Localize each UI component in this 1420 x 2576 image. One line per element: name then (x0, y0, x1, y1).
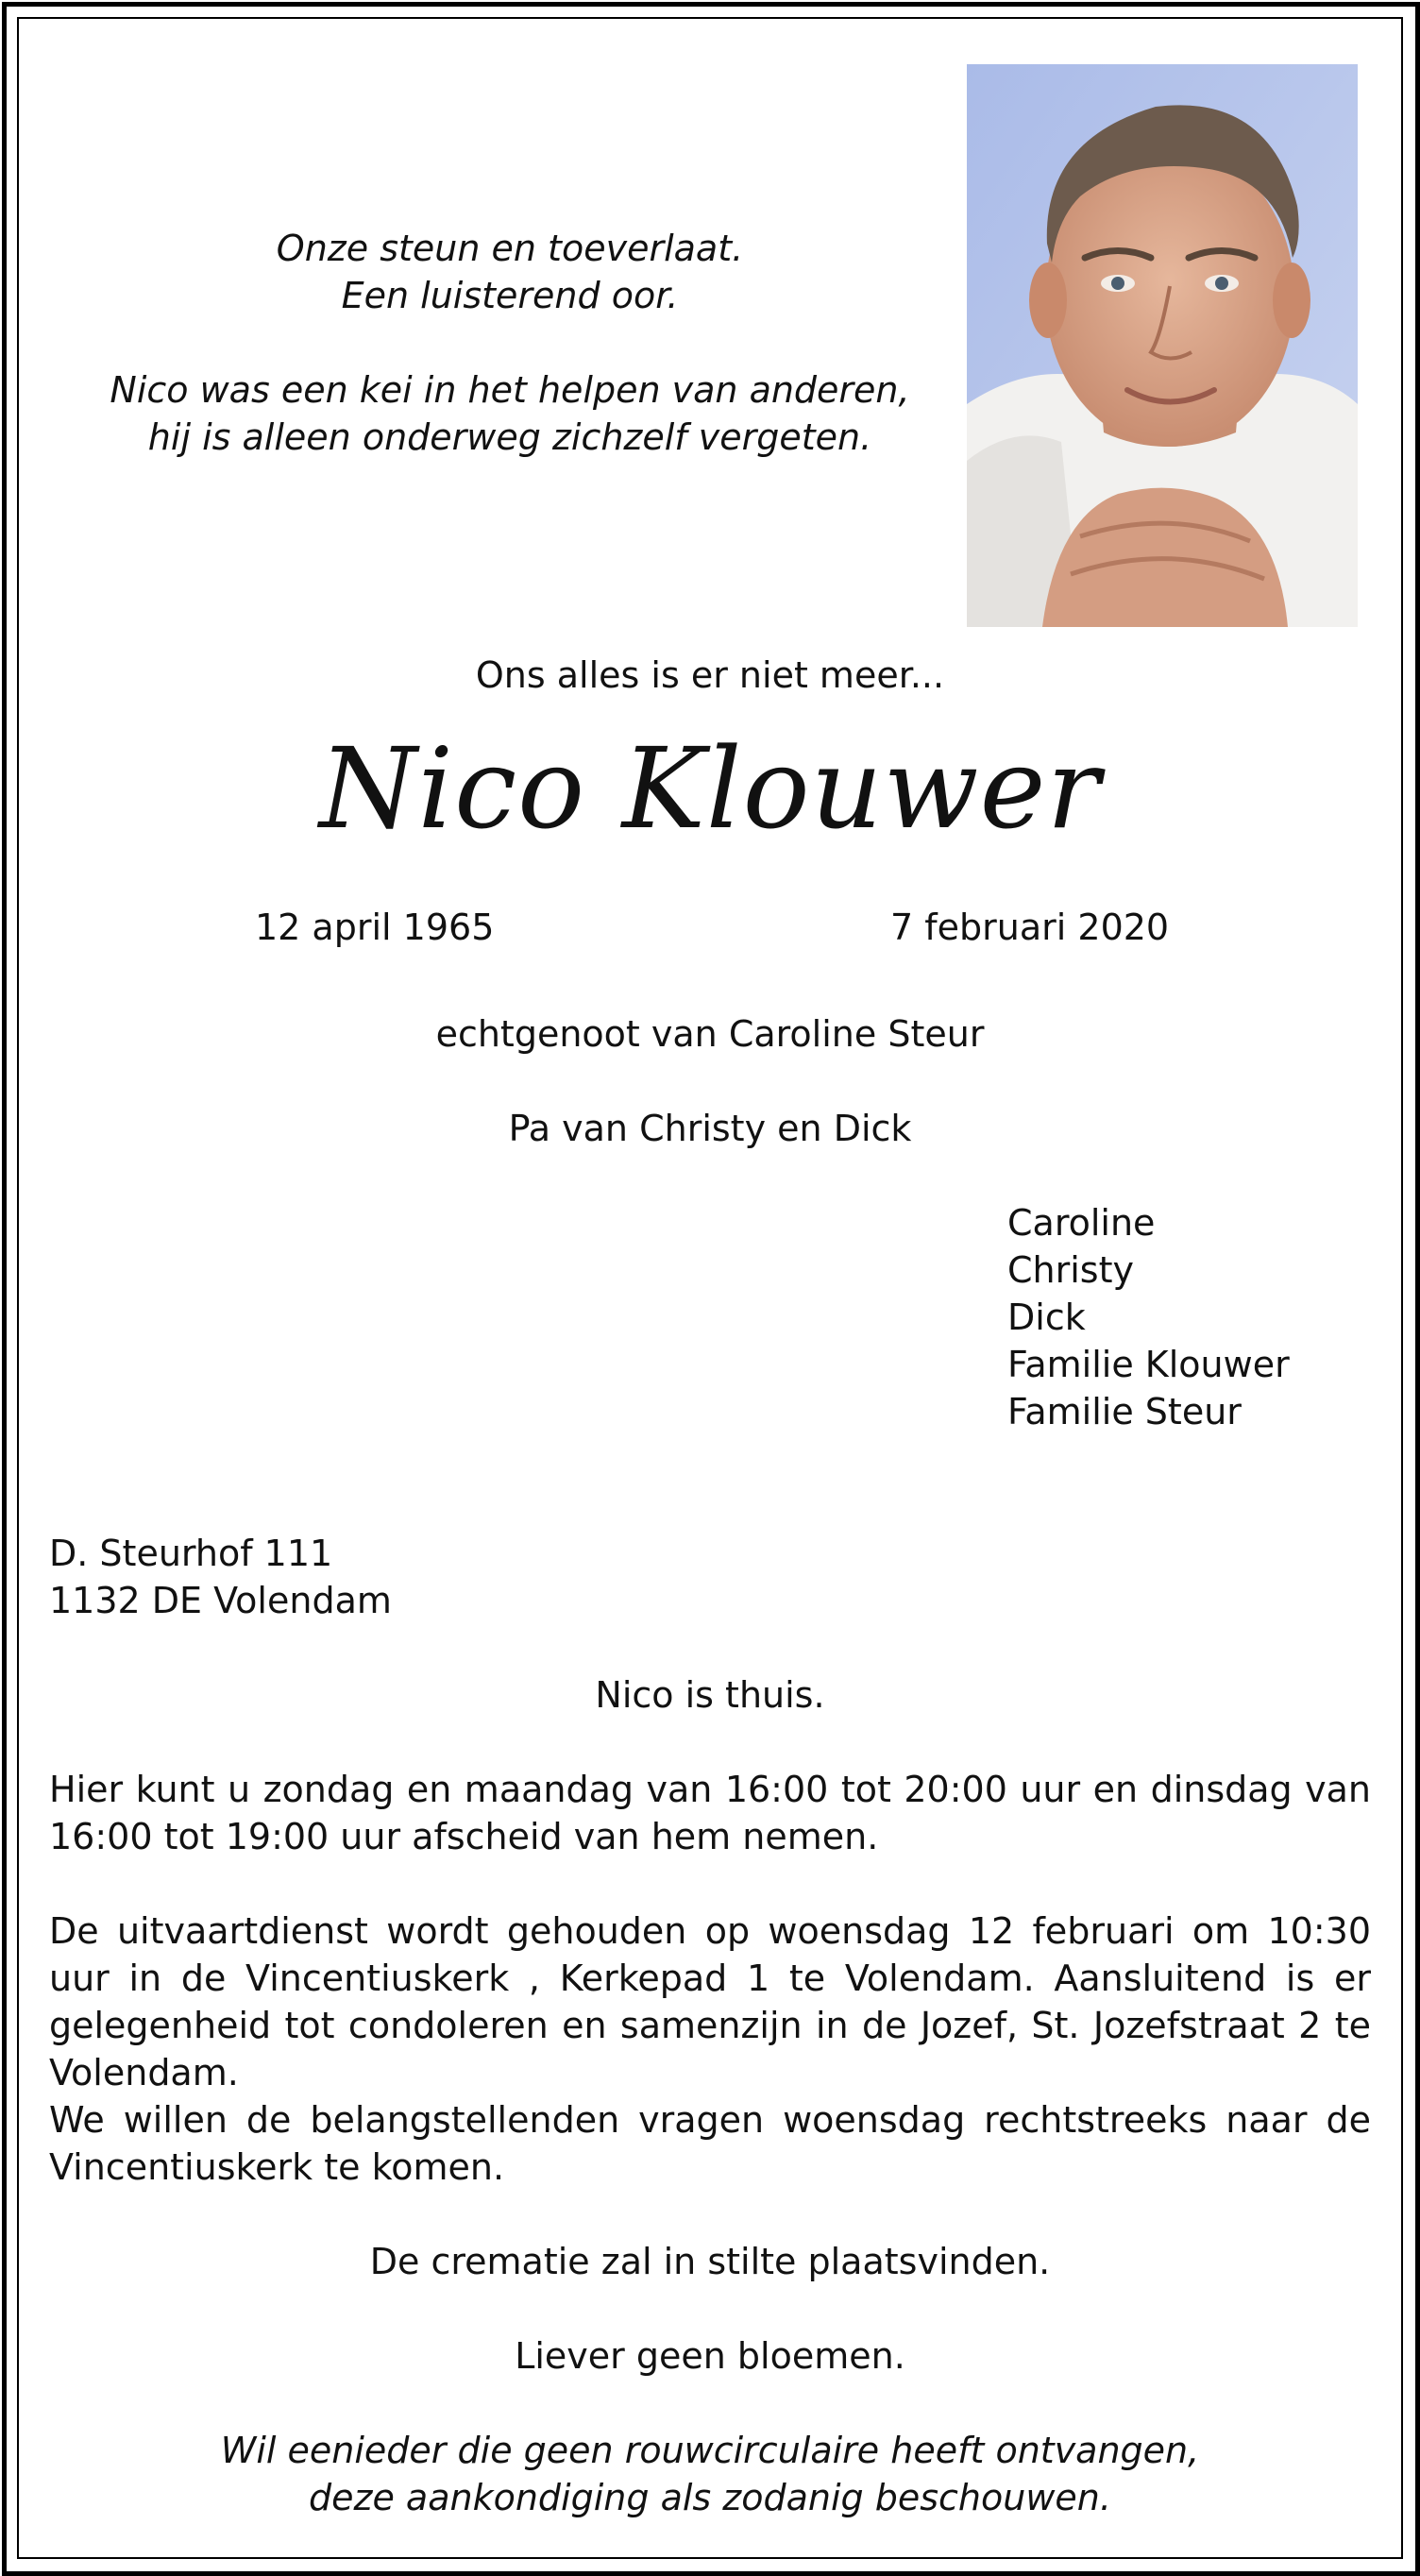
children-line: Pa van Christy en Dick (508, 1108, 912, 1149)
address-block (49, 1530, 710, 1624)
visiting-notice: Hier kunt u zondag en maandag van 16:00 tot 20:00 uur en dinsdag van 16:00 tot 19:00 uur afscheid van hem nemen. (49, 1769, 1371, 1857)
portrait-illustration (967, 64, 1358, 627)
poem-line-2: Een luisterend oor. (341, 275, 679, 316)
signatory-item: Familie Klouwer (1007, 1344, 1290, 1385)
service-notice: De uitvaartdienst wordt gehouden op woensdag 12 februari om 10:30 uur in de Vincentiuskerk , Kerkepad 1 te Volendam. Aansluitend is er gelegenheid tot condoleren en samenzijn in de Jozef, St. Jozefstraat 2 te Volendam. (49, 1910, 1371, 2093)
closing-line-1: Wil eenieder die geen rouwcirculaire heeft ontvangen, (220, 2430, 1200, 2471)
poem-line-3: Nico was een kei in het helpen van anderen, (110, 369, 910, 411)
address-city: 1132 DE Volendam (49, 1580, 392, 1621)
cremation-notice: De crematie zal in stilte plaatsvinden. (369, 2241, 1051, 2282)
address-street: D. Steurhof 111 (49, 1533, 333, 1574)
signatory-item: Caroline (1007, 1202, 1156, 1244)
request-notice: We willen de belangstellenden vragen woensdag rechtstreeks naar de Vincentiuskerk te komen. (49, 2099, 1371, 2188)
signatory-item: Familie Steur (1007, 1391, 1242, 1432)
flowers-notice: Liever geen bloemen. (515, 2335, 905, 2377)
poem-line-1: Onze steun en toeverlaat. (276, 228, 744, 269)
deceased-name: Nico Klouwer (319, 723, 1101, 854)
birth-date: 12 april 1965 (255, 907, 495, 948)
closing-line-2: deze aankondiging als zodanig beschouwen. (309, 2477, 1111, 2518)
spouse-line: echtgenoot van Caroline Steur (435, 1013, 985, 1055)
poem-line-4: hij is alleen onderweg zichzelf vergeten. (147, 416, 872, 458)
closing-note (49, 2427, 1371, 2521)
signatories-list (1007, 1199, 1404, 1435)
home-notice: Nico is thuis. (595, 1674, 825, 1716)
signatory-item: Christy (1007, 1249, 1134, 1291)
portrait-photo (967, 64, 1358, 627)
death-date: 7 februari 2020 (890, 907, 1170, 948)
intro-line: Ons alles is er niet meer... (475, 654, 945, 696)
signatory-item: Dick (1007, 1296, 1086, 1338)
poem (104, 225, 916, 461)
